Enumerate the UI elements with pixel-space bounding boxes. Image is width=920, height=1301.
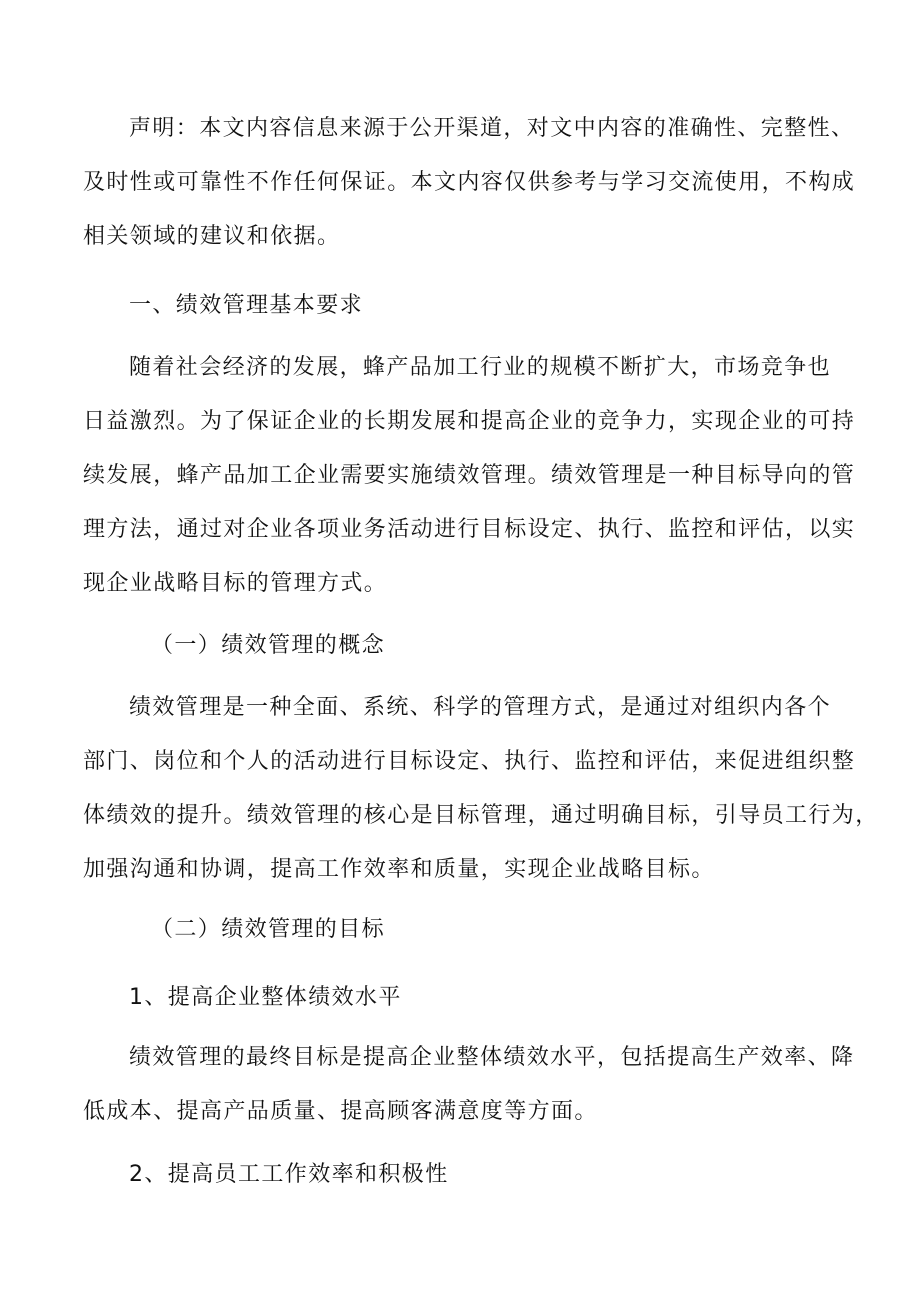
section-heading <box>83 279 843 333</box>
paragraph-line: 绩效管理的最终目标是提高企业整体绩效水平，包括提高生产效率、降 <box>129 1045 855 1070</box>
paragraph-line: 及时性或可靠性不作任何保证。本文内容仅供参考与学习交流使用，不构成 <box>83 170 856 195</box>
paragraph-line: 加强沟通和协调，提高工作效率和质量，实现企业战略目标。 <box>83 857 715 882</box>
goal-paragraph <box>83 1031 855 1139</box>
paragraph-line: 体绩效的提升。绩效管理的核心是目标管理，通过明确目标，引导员工行为， <box>83 803 879 828</box>
section-heading-text: 一、绩效管理基本要求 <box>129 293 364 318</box>
subsection-heading-text: （一）绩效管理的概念 <box>151 633 386 658</box>
paragraph-line: 日益激烈。为了保证企业的长期发展和提高企业的竞争力，实现企业的可持 <box>83 409 856 434</box>
intro-paragraph <box>83 341 856 611</box>
paragraph-line: 现企业战略目标的管理方式。 <box>83 571 388 596</box>
paragraph-line: 理方法，通过对企业各项业务活动进行目标设定、执行、监控和评估，以实 <box>83 517 856 542</box>
paragraph-line: 声明：本文内容信息来源于公开渠道，对文中内容的准确性、完整性、 <box>129 116 855 141</box>
paragraph-line: 随着社会经济的发展，蜂产品加工行业的规模不断扩大，市场竞争也 <box>129 355 832 380</box>
item-heading-text: 2、提高员工工作效率和积极性 <box>129 1162 449 1187</box>
paragraph-line: 部门、岗位和个人的活动进行目标设定、执行、监控和评估，来促进组织整 <box>83 749 856 774</box>
subsection-heading <box>83 619 843 673</box>
paragraph-line: 相关领域的建议和依据。 <box>83 224 341 249</box>
disclaimer-paragraph <box>83 102 856 264</box>
paragraph-line: 低成本、提高产品质量、提高顾客满意度等方面。 <box>83 1099 598 1124</box>
item-heading <box>83 971 843 1025</box>
subsection-heading-text: （二）绩效管理的目标 <box>151 917 386 942</box>
item-heading-text: 1、提高企业整体绩效水平 <box>129 985 402 1010</box>
item-heading <box>83 1148 843 1202</box>
paragraph-line: 绩效管理是一种全面、系统、科学的管理方式，是通过对组织内各个 <box>129 695 832 720</box>
subsection-heading <box>83 903 843 957</box>
concept-paragraph <box>83 681 879 897</box>
paragraph-line: 续发展，蜂产品加工企业需要实施绩效管理。绩效管理是一种目标导向的管 <box>83 463 856 488</box>
